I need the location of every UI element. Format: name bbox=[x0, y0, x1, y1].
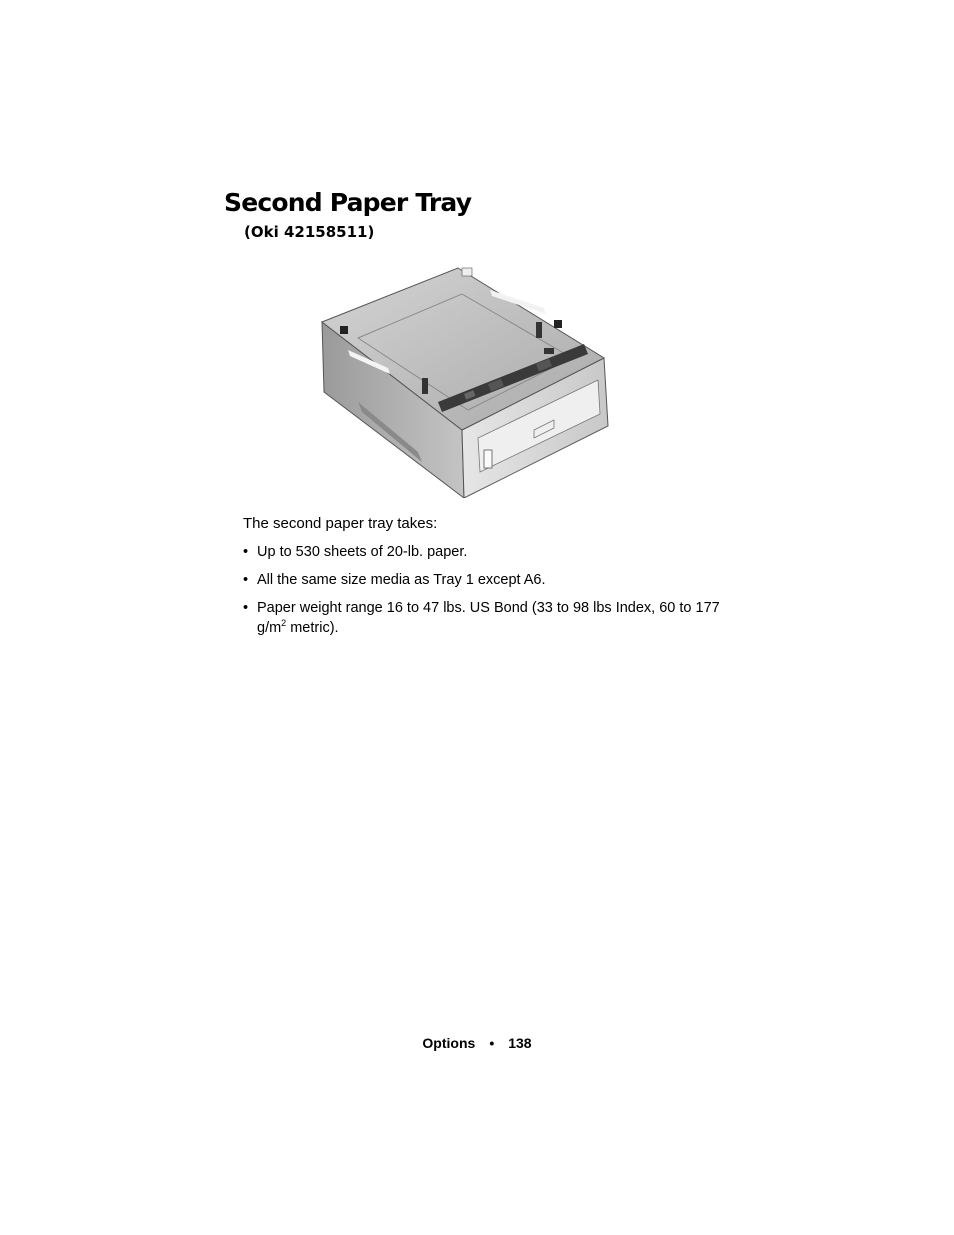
page-number: 138 bbox=[508, 1035, 532, 1051]
list-item-text bbox=[257, 600, 720, 636]
list-item-text: All the same size media as Tray 1 except A6. bbox=[257, 572, 546, 588]
feature-list bbox=[243, 542, 743, 646]
list-item bbox=[243, 570, 743, 590]
bullet-glyph: • bbox=[243, 600, 249, 616]
page-title: Second Paper Tray bbox=[224, 188, 472, 217]
superscript-exponent: 2 bbox=[281, 618, 287, 628]
list-item bbox=[243, 598, 743, 638]
list-item-text-tail: metric). bbox=[286, 620, 339, 636]
list-item bbox=[243, 542, 743, 562]
bullet-glyph: • bbox=[243, 572, 249, 588]
page-footer bbox=[0, 1033, 954, 1053]
paper-tray-photo bbox=[318, 262, 630, 498]
list-item-text: Up to 530 sheets of 20-lb. paper. bbox=[257, 544, 468, 560]
part-number: (Oki 42158511) bbox=[244, 223, 375, 241]
footer-section: Options bbox=[422, 1035, 476, 1051]
bullet-glyph: • bbox=[243, 544, 249, 560]
footer-separator: • bbox=[489, 1035, 495, 1051]
list-item-text-main: Paper weight range 16 to 47 lbs. US Bond (33 to 98 lbs Index, 60 to 177 g/m bbox=[257, 600, 720, 636]
intro-text: The second paper tray takes: bbox=[243, 515, 438, 532]
